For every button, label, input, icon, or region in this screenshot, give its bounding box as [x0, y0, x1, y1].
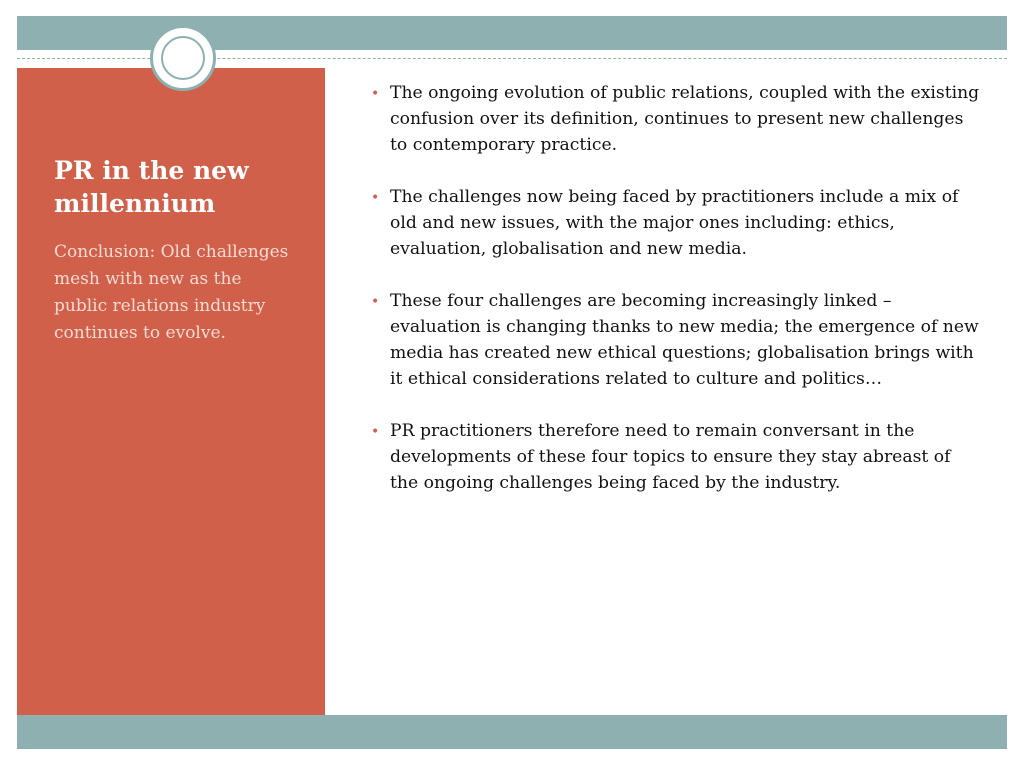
- bullet-icon: •: [371, 424, 380, 440]
- bullet-list: [371, 80, 980, 522]
- bottom-bar: [17, 715, 1007, 749]
- bullet-text: These four challenges are becoming increasingly linked – evaluation is changing thanks to new media; the emergence of new media has created new ethical questions; globalisation brings with it ethical considerations related to culture and politics…: [390, 291, 979, 389]
- bullet-item: [371, 418, 980, 496]
- slide-title: PR in the new millennium: [54, 156, 249, 218]
- bullet-item: [371, 80, 980, 158]
- bullet-text: PR practitioners therefore need to remain conversant in the developments of these four topics to ensure they stay abreast of the ongoing challenges being faced by the industry.: [390, 421, 951, 493]
- slide-subtitle: Conclusion: Old challenges mesh with new as the public relations industry continues to evolve.: [54, 242, 289, 343]
- bullet-text: The ongoing evolution of public relations, coupled with the existing confusion over its definition, continues to present new challenges to contemporary practice.: [390, 83, 980, 155]
- bullet-item: [371, 184, 980, 262]
- double-circle-emblem-icon: [150, 25, 216, 91]
- emblem-inner-ring: [161, 36, 205, 80]
- bullet-icon: •: [371, 190, 380, 206]
- bullet-text: The challenges now being faced by practitioners include a mix of old and new issues, with the major ones including: ethics, evaluation, globalisation and new media.: [390, 187, 959, 259]
- bullet-icon: •: [371, 86, 380, 102]
- title-panel: [17, 68, 325, 715]
- bullet-item: [371, 288, 980, 392]
- bullet-icon: •: [371, 294, 380, 310]
- slide: [17, 16, 1007, 749]
